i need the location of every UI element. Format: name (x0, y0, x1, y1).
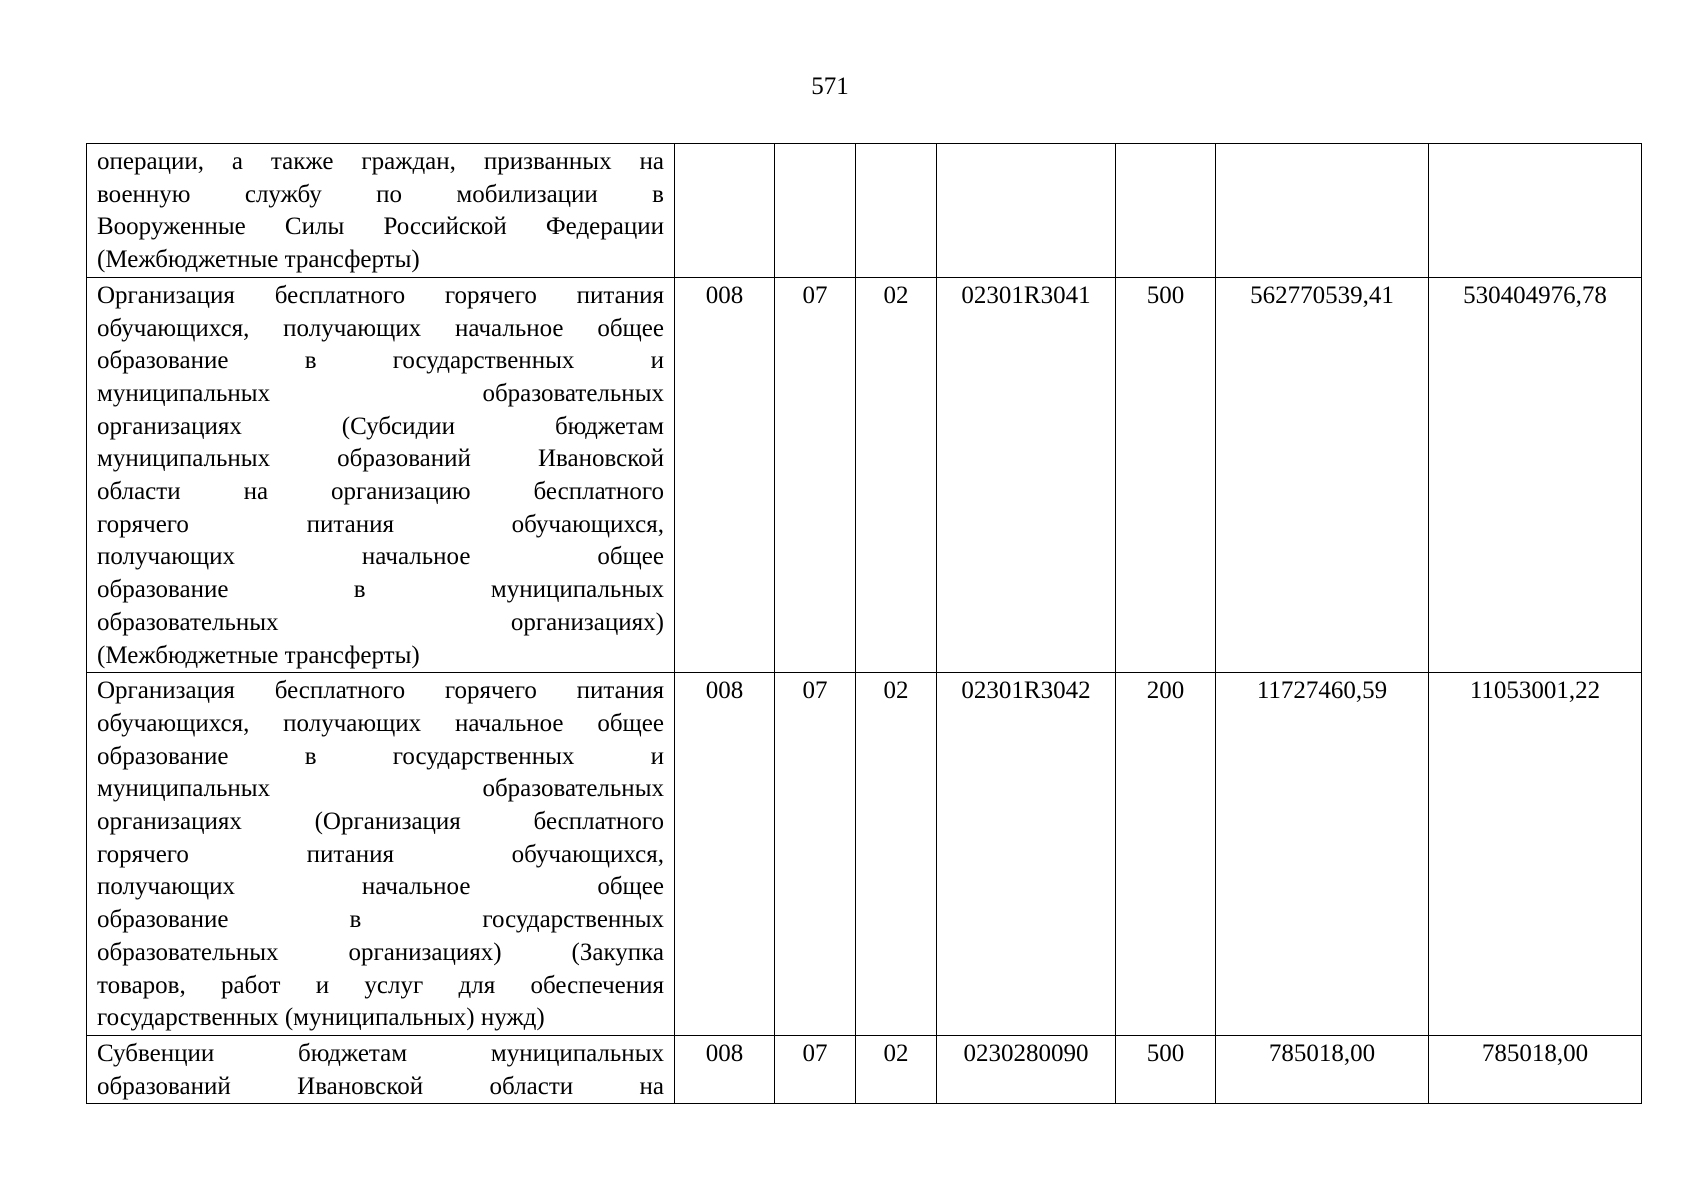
budget-table (86, 143, 1642, 1104)
description-line: муниципальных образований Ивановской (97, 445, 664, 473)
description-line: (Межбюджетные трансферты) (97, 641, 420, 669)
section-code (775, 144, 856, 278)
description-line: образование в государственных и (97, 347, 664, 375)
description-line: муниципальных образовательных (97, 379, 664, 407)
table-row (87, 1035, 1642, 1103)
description-line: Организация бесплатного горячего питания (97, 281, 664, 309)
section-code: 07 (775, 673, 856, 1036)
row-description (87, 277, 675, 672)
amount-year-2: 785018,00 (1429, 1035, 1642, 1103)
target-article-code (937, 144, 1116, 278)
description-line: Субвенции бюджетам муниципальных (97, 1039, 664, 1067)
amount-year-1: 11727460,59 (1216, 673, 1429, 1036)
table-row (87, 144, 1642, 278)
description-line: получающих начальное общее (97, 543, 664, 571)
row-description (87, 673, 675, 1036)
page-number: 571 (811, 73, 849, 100)
target-article-code: 02301R3042 (937, 673, 1116, 1036)
target-article-code: 0230280090 (937, 1035, 1116, 1103)
expense-type-code (1116, 144, 1216, 278)
subsection-code: 02 (856, 277, 937, 672)
description-line: операции, а также граждан, призванных на (97, 148, 664, 175)
description-line: образовательных организациях) (Закупка (97, 938, 664, 966)
table-row (87, 673, 1642, 1036)
description-line: горячего питания обучающихся, (97, 510, 664, 538)
table-row (87, 277, 1642, 672)
section-code: 07 (775, 277, 856, 672)
amount-year-1: 562770539,41 (1216, 277, 1429, 672)
expense-type-code: 200 (1116, 673, 1216, 1036)
description-line: образование в государственных и (97, 742, 664, 770)
description-line: горячего питания обучающихся, (97, 840, 664, 868)
description-line: образование в государственных (97, 906, 664, 934)
description-line: организациях (Субсидии бюджетам (97, 412, 664, 440)
description-line: организациях (Организация бесплатного (97, 808, 664, 836)
description-line: товаров, работ и услуг для обеспечения (97, 971, 664, 999)
subsection-code: 02 (856, 1035, 937, 1103)
amount-year-2 (1429, 144, 1642, 278)
section-code: 07 (775, 1035, 856, 1103)
description-line: государственных (муниципальных) нужд) (97, 1004, 545, 1032)
description-line: Организация бесплатного горячего питания (97, 677, 664, 705)
row-description (87, 1035, 675, 1103)
description-line: муниципальных образовательных (97, 775, 664, 803)
target-article-code: 02301R3041 (937, 277, 1116, 672)
description-line: образовательных организациях) (97, 608, 664, 636)
subsection-code: 02 (856, 673, 937, 1036)
amount-year-2: 11053001,22 (1429, 673, 1642, 1036)
subsection-code (856, 144, 937, 278)
description-line: обучающихся, получающих начальное общее (97, 709, 664, 737)
row-description (87, 144, 675, 278)
description-line: (Межбюджетные трансферты) (97, 246, 420, 274)
amount-year-1: 785018,00 (1216, 1035, 1429, 1103)
description-line: области на организацию бесплатного (97, 478, 664, 506)
description-line: Вооруженные Силы Российской Федерации (97, 213, 664, 241)
table-body (87, 144, 1642, 1104)
description-line: обучающихся, получающих начальное общее (97, 314, 664, 342)
expense-type-code: 500 (1116, 277, 1216, 672)
ministry-code: 008 (675, 1035, 775, 1103)
description-line: образований Ивановской области на (97, 1072, 664, 1100)
description-line: получающих начальное общее (97, 873, 664, 901)
description-line: образование в муниципальных (97, 576, 664, 604)
ministry-code: 008 (675, 277, 775, 672)
amount-year-2: 530404976,78 (1429, 277, 1642, 672)
amount-year-1 (1216, 144, 1429, 278)
ministry-code (675, 144, 775, 278)
expense-type-code: 500 (1116, 1035, 1216, 1103)
description-line: военную службу по мобилизации в (97, 180, 664, 208)
ministry-code: 008 (675, 673, 775, 1036)
